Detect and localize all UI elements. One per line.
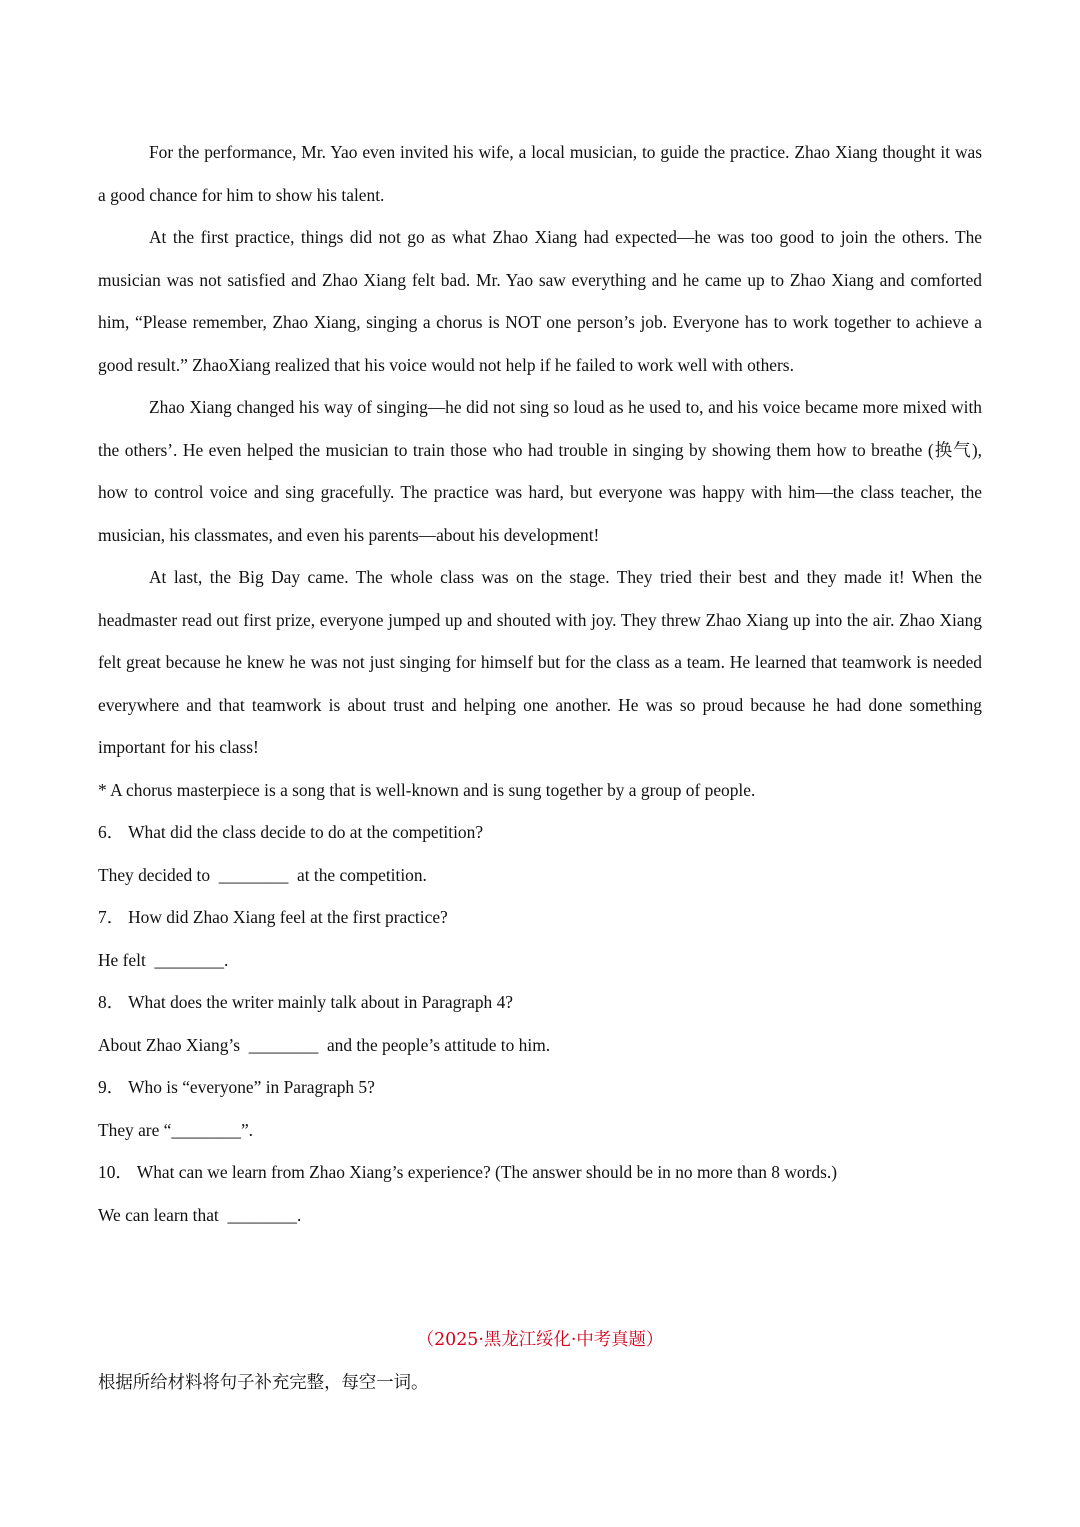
passage-paragraph-3: Zhao Xiang changed his way of singing—he did not sing so loud as he used to, and his voice became more mixed with the others’. He even helped the musician to train those who had trouble in singing by showing them how to breathe (换气), how to control voice and sing gracefully. The practice was hard, but everyone was happy with him—the class teacher, the musician, his classmates, and even his parents—about his development! — [98, 397, 982, 545]
document-body — [98, 131, 982, 1236]
question-7 — [98, 896, 982, 939]
question-number: 7． — [98, 907, 125, 927]
exam-source-heading: （2025·黑龙江绥化·中考真题） — [416, 1330, 664, 1350]
answer-line-6: They decided to ________ at the competition. — [98, 864, 427, 885]
footnote: * A chorus masterpiece is a song that is well-known and is sung together by a group of people. — [98, 779, 756, 800]
passage-paragraph-2: At the first practice, things did not go as what Zhao Xiang had expected—he was too good to join the others. The musician was not satisfied and Zhao Xiang felt bad. Mr. Yao saw everything and he came up to Zhao Xiang and comforted him, “Please remember, Zhao Xiang, singing a chorus is NOT one person’s job. Everyone has to work together to achieve a good result.” ZhaoXiang realized that his voice would not help if he failed to work well with others. — [98, 227, 982, 375]
question-text: How did Zhao Xiang feel at the first practice? — [128, 907, 448, 927]
question-text: Who is “everyone” in Paragraph 5? — [128, 1077, 375, 1097]
question-10 — [98, 1151, 982, 1194]
answer-line-10: We can learn that ________. — [98, 1204, 302, 1225]
question-8 — [98, 981, 982, 1024]
question-number: 10． — [98, 1162, 133, 1182]
passage-paragraph-4: At last, the Big Day came. The whole class was on the stage. They tried their best and they made it! When the headmaster read out first prize, everyone jumped up and shouted with joy. They threw Zhao Xiang up into the air. Zhao Xiang felt great because he knew he was not just singing for himself but for the class as a team. He learned that teamwork is needed everywhere and that teamwork is about trust and helping one another. He was so proud because he had done something important for his class! — [98, 567, 982, 757]
passage-paragraph-1: For the performance, Mr. Yao even invited his wife, a local musician, to guide the practice. Zhao Xiang thought it was a good chance for him to show his talent. — [98, 142, 982, 205]
question-number: 6． — [98, 822, 125, 842]
question-text: What did the class decide to do at the competition? — [128, 822, 484, 842]
section-instruction: 根据所给材料将句子补充完整，每空一词。 — [98, 1373, 429, 1393]
answer-line-9: They are “________”. — [98, 1119, 254, 1140]
question-6 — [98, 811, 982, 854]
question-text: What does the writer mainly talk about in Paragraph 4? — [128, 992, 513, 1012]
question-number: 9． — [98, 1077, 125, 1097]
answer-line-8: About Zhao Xiang’s ________ and the people’s attitude to him. — [98, 1034, 551, 1055]
question-number: 8． — [98, 992, 125, 1012]
question-9 — [98, 1066, 982, 1109]
question-text: What can we learn from Zhao Xiang’s experience? (The answer should be in no more than 8 words.) — [136, 1162, 837, 1182]
answer-line-7: He felt ________. — [98, 949, 229, 970]
